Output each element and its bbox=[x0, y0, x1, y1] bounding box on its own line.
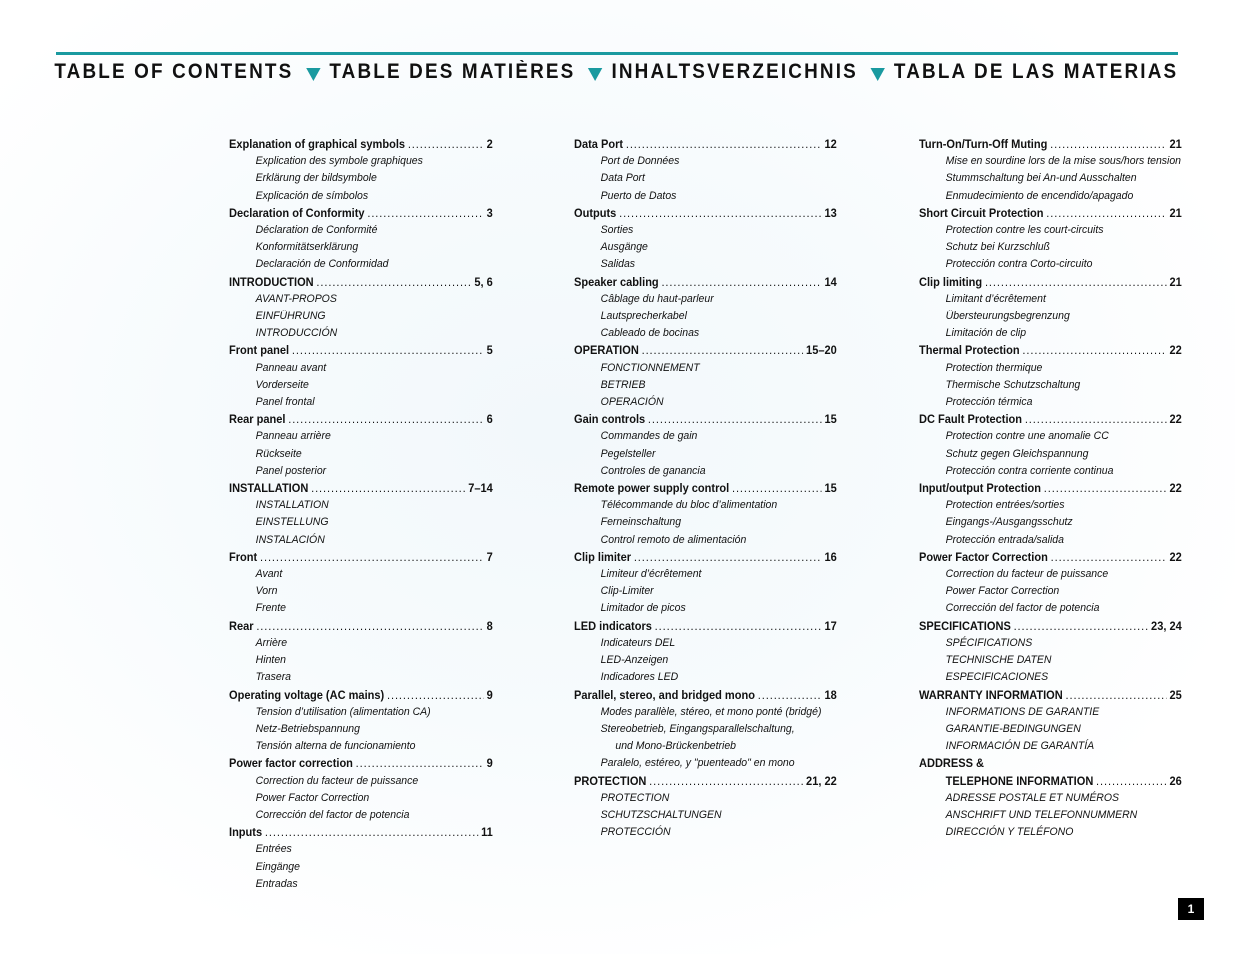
toc-entry-translation: Tensión alterna de funcionamiento bbox=[255, 740, 416, 753]
toc-entry-translation: AVANT-PROPOS bbox=[255, 292, 337, 305]
toc-entry-translation: Frente bbox=[255, 602, 286, 615]
toc-entry-title: Power Factor Correction bbox=[919, 549, 1048, 564]
toc-entry-translation: Trasera bbox=[255, 671, 292, 684]
toc-entry-translation: PROTECCIÓN bbox=[600, 826, 671, 839]
toc-entry-translation: INFORMACIÓN DE GARANTÍA bbox=[945, 740, 1095, 753]
dot-leader bbox=[256, 618, 484, 635]
toc-entry[interactable] bbox=[574, 342, 837, 359]
toc-entry-translation: Port de Données bbox=[600, 155, 680, 168]
toc-entry[interactable] bbox=[229, 342, 493, 359]
toc-entry-translation: LED-Anzeigen bbox=[600, 654, 669, 667]
toc-entry-title: Parallel, stereo, and bridged mono bbox=[574, 687, 755, 702]
dot-leader bbox=[367, 205, 484, 222]
toc-entry-translation: SCHUTZSCHALTUNGEN bbox=[600, 808, 722, 821]
toc-entry-title: Speaker cabling bbox=[574, 274, 659, 289]
toc-entry[interactable] bbox=[919, 205, 1182, 222]
toc-page-number: 26 bbox=[1169, 773, 1182, 788]
toc-entry-translation: Panneau avant bbox=[255, 361, 327, 374]
toc-entry-title: OPERATION bbox=[574, 343, 639, 358]
toc-page-number: 5, 6 bbox=[474, 274, 493, 289]
toc-entry-translation: Lautsprecherkabel bbox=[600, 310, 687, 323]
toc-entry[interactable] bbox=[229, 274, 493, 291]
triangle-bullet-icon bbox=[588, 68, 602, 81]
toc-page-number: 18 bbox=[824, 687, 837, 702]
toc-page-number: 22 bbox=[1169, 343, 1182, 358]
toc-entry[interactable] bbox=[574, 274, 837, 291]
toc-entry[interactable] bbox=[229, 136, 493, 153]
toc-entry-title: INSTALLATION bbox=[229, 481, 309, 496]
dot-leader bbox=[1051, 549, 1167, 566]
toc-entry-title: Power factor correction bbox=[229, 756, 353, 771]
dot-leader bbox=[260, 549, 484, 566]
toc-entry-translation: OPERACIÓN bbox=[600, 396, 664, 409]
page-number: 1 bbox=[1178, 898, 1204, 920]
toc-entry-translation: Indicadores LED bbox=[600, 671, 679, 684]
toc-entry-translation: DIRECCIÓN Y TELÉFONO bbox=[945, 826, 1074, 839]
toc-entry[interactable] bbox=[574, 687, 837, 704]
toc-entry-translation: Power Factor Correction bbox=[255, 791, 370, 804]
toc-entry-title: Short Circuit Protection bbox=[919, 205, 1044, 220]
toc-header bbox=[54, 58, 1235, 86]
dot-leader bbox=[311, 480, 465, 497]
toc-entry-translation: Limiteur d’écrêtement bbox=[600, 568, 702, 581]
toc-entry-translation: ANSCHRIFT UND TELEFONNUMMERN bbox=[945, 808, 1138, 821]
toc-entry[interactable] bbox=[919, 549, 1182, 566]
toc-entry[interactable] bbox=[574, 411, 837, 428]
toc-entry[interactable] bbox=[919, 687, 1182, 704]
toc-entry-translation: ESPECIFICACIONES bbox=[945, 671, 1049, 684]
toc-entry-translation: Declaración de Conformidad bbox=[255, 258, 389, 271]
toc-column-2 bbox=[574, 136, 837, 841]
toc-entry-title: Remote power supply control bbox=[574, 481, 730, 496]
toc-page-number: 15–20 bbox=[806, 343, 837, 358]
toc-entry-translation: INFORMATIONS DE GARANTIE bbox=[945, 705, 1100, 718]
toc-entry-translation: EINSTELLUNG bbox=[255, 516, 329, 529]
toc-entry-translation: Eingangs-/Ausgangsschutz bbox=[945, 516, 1073, 529]
toc-entry-translation: Clip-Limiter bbox=[600, 585, 654, 598]
toc-entry[interactable] bbox=[919, 618, 1182, 635]
toc-entry-title: Rear bbox=[229, 618, 254, 633]
toc-entry-translation: Protección térmica bbox=[945, 396, 1033, 409]
toc-entry[interactable] bbox=[229, 687, 493, 704]
toc-page-number: 2 bbox=[486, 137, 493, 151]
toc-page-number: 15 bbox=[824, 412, 837, 427]
toc-page-number: 22 bbox=[1169, 549, 1182, 564]
toc-page-number: 12 bbox=[824, 137, 837, 151]
toc-entry-translation: Déclaration de Conformité bbox=[255, 224, 378, 237]
toc-entry-translation: Limitant d’écrêtement bbox=[945, 292, 1046, 305]
dot-leader bbox=[655, 618, 822, 635]
dot-leader bbox=[1046, 205, 1166, 222]
toc-entry-translation: INTRODUCCIÓN bbox=[255, 327, 338, 340]
toc-page-number: 14 bbox=[824, 274, 837, 289]
dot-leader bbox=[387, 687, 484, 704]
toc-entry[interactable] bbox=[229, 480, 493, 497]
toc-entry-title: Clip limiter bbox=[574, 549, 632, 564]
toc-entry-translation: Protección contra corriente continua bbox=[945, 464, 1114, 477]
toc-entry-translation: Rückseite bbox=[255, 447, 302, 460]
toc-entry-translation: TECHNISCHE DATEN bbox=[945, 654, 1052, 667]
toc-page-number: 3 bbox=[486, 205, 493, 220]
triangle-bullet-icon bbox=[306, 68, 320, 81]
toc-entry-title: Input/output Protection bbox=[919, 481, 1042, 496]
toc-entry-title: Explanation of graphical symbols bbox=[229, 137, 406, 151]
toc-entry-translation: Câblage du haut-parleur bbox=[600, 292, 714, 305]
toc-entry-translation: Hinten bbox=[255, 654, 286, 667]
toc-entry-translation: Puerto de Datos bbox=[600, 189, 677, 202]
toc-entry-translation: Thermische Schutzschaltung bbox=[945, 378, 1081, 391]
toc-entry-translation: Correction du facteur de puissance bbox=[945, 568, 1109, 581]
toc-page-number: 9 bbox=[486, 687, 493, 702]
dot-leader bbox=[265, 824, 478, 841]
toc-entry-title: TELEPHONE INFORMATION bbox=[945, 773, 1094, 788]
toc-page-number: 22 bbox=[1169, 481, 1182, 496]
dot-leader bbox=[626, 136, 822, 153]
toc-entry-translation: Enmudecimiento de encendido/apagado bbox=[945, 189, 1134, 202]
dot-leader bbox=[356, 755, 484, 772]
toc-entry-translation: Ferneinschaltung bbox=[600, 516, 682, 529]
toc-entry-title: Clip limiting bbox=[919, 274, 983, 289]
toc-entry-translation: Stummschaltung bei An-und Ausschalten bbox=[945, 172, 1137, 185]
toc-page-number: 7 bbox=[486, 549, 493, 564]
dot-leader bbox=[1022, 342, 1166, 359]
toc-entry-translation: Entrées bbox=[255, 843, 292, 856]
toc-entry-translation: Übersteurungsbegrenzung bbox=[945, 310, 1070, 323]
toc-entry-translation: BETRIEB bbox=[600, 378, 646, 391]
toc-title-fr: TABLE DES MATIÈRES bbox=[329, 60, 576, 83]
toc-entry-translation: Power Factor Correction bbox=[945, 585, 1060, 598]
toc-entry-translation: INSTALACIÓN bbox=[255, 533, 325, 546]
toc-entry-translation: Panel frontal bbox=[255, 396, 315, 409]
toc-entry[interactable] bbox=[574, 136, 837, 153]
toc-entry-translation: Mise en sourdine lors de la mise sous/hors tension bbox=[945, 155, 1182, 168]
toc-entry[interactable] bbox=[229, 549, 493, 566]
toc-entry-translation: Protección entrada/salida bbox=[945, 533, 1064, 546]
toc-entry-translation: Explication des symbole graphiques bbox=[255, 155, 423, 168]
toc-page-number: 11 bbox=[481, 825, 493, 840]
dot-leader bbox=[1014, 618, 1149, 635]
toc-column-1 bbox=[229, 136, 493, 893]
dot-leader bbox=[1044, 480, 1167, 497]
dot-leader bbox=[642, 342, 804, 359]
dot-leader bbox=[661, 274, 821, 291]
toc-entry-translation: Salidas bbox=[600, 258, 636, 271]
toc-entry[interactable] bbox=[919, 773, 1182, 790]
toc-entry-translation: Modes parallèle, stéreo, et mono ponté (bridgé) bbox=[600, 705, 822, 718]
toc-entry-translation: Commandes de gain bbox=[600, 430, 698, 443]
dot-leader bbox=[619, 205, 822, 222]
toc-entry[interactable] bbox=[229, 411, 493, 428]
dot-leader bbox=[649, 773, 803, 790]
toc-title-en: TABLE OF CONTENTS bbox=[54, 60, 294, 83]
toc-entry-translation: Control remoto de alimentación bbox=[600, 533, 747, 546]
dot-leader bbox=[1096, 773, 1167, 790]
toc-entry-title: Thermal Protection bbox=[919, 343, 1020, 358]
toc-entry-translation: Vorderseite bbox=[255, 378, 309, 391]
toc-entry-translation: EINFÜHRUNG bbox=[255, 310, 326, 323]
toc-entry-title: PROTECTION bbox=[574, 773, 647, 788]
toc-entry-title: ADDRESS & bbox=[919, 756, 985, 771]
toc-entry-translation: GARANTIE-BEDINGUNGEN bbox=[945, 722, 1081, 735]
toc-page-number: 21 bbox=[1169, 137, 1182, 151]
toc-page-number: 16 bbox=[824, 549, 837, 564]
toc-page-number: 9 bbox=[486, 756, 493, 771]
toc-entry-title: Front bbox=[229, 549, 258, 564]
toc-entry-translation: Schutz bei Kurzschluß bbox=[945, 241, 1050, 254]
toc-entry-translation: Avant bbox=[255, 568, 283, 581]
toc-title-de: INHALTSVERZEICHNIS bbox=[611, 60, 858, 83]
toc-entry-translation: Netz-Betriebspannung bbox=[255, 722, 360, 735]
toc-entry-translation: FONCTIONNEMENT bbox=[600, 361, 700, 374]
toc-entry-translation: Erklärung der bildsymbole bbox=[255, 172, 377, 185]
toc-page-number: 21 bbox=[1169, 205, 1182, 220]
toc-entry-translation: Limitador de picos bbox=[600, 602, 686, 615]
toc-page-number: 23, 24 bbox=[1151, 618, 1182, 633]
toc-entry-translation: Panneau arrière bbox=[255, 430, 331, 443]
toc-entry-translation: ADRESSE POSTALE ET NUMÉROS bbox=[945, 791, 1120, 804]
toc-entry-translation: Protection contre les court-circuits bbox=[945, 224, 1104, 237]
toc-entry-translation: Explicación de símbolos bbox=[255, 189, 369, 202]
toc-entry[interactable] bbox=[229, 755, 493, 772]
top-rule bbox=[56, 52, 1178, 55]
toc-entry-translation: Paralelo, estéreo, y "puenteado" en mono bbox=[600, 757, 795, 770]
dot-leader bbox=[288, 411, 484, 428]
toc-entry-title: Gain controls bbox=[574, 412, 646, 427]
toc-page-number: 6 bbox=[486, 412, 493, 427]
dot-leader bbox=[634, 549, 822, 566]
toc-column-3 bbox=[919, 136, 1182, 841]
dot-leader bbox=[292, 342, 484, 359]
toc-entry-translation: Télécommande du bloc d’alimentation bbox=[600, 499, 778, 512]
toc-entry-translation: Tension d’utilisation (alimentation CA) bbox=[255, 705, 431, 718]
toc-entry-title: Data Port bbox=[574, 137, 624, 151]
toc-entry-title: Outputs bbox=[574, 205, 617, 220]
toc-page-number: 13 bbox=[824, 205, 837, 220]
toc-entry-translation: SPÉCIFICATIONS bbox=[945, 636, 1033, 649]
toc-page-number: 21 bbox=[1169, 274, 1182, 289]
toc-entry-translation: Konformitätserklärung bbox=[255, 241, 359, 254]
toc-entry[interactable] bbox=[229, 205, 493, 222]
dot-leader bbox=[316, 274, 471, 291]
toc-page-number: 8 bbox=[486, 618, 493, 633]
toc-entry-title: Rear panel bbox=[229, 412, 286, 427]
dot-leader bbox=[758, 687, 822, 704]
toc-entry-translation: PROTECTION bbox=[600, 791, 670, 804]
toc-entry-translation: und Mono-Brückenbetrieb bbox=[615, 740, 736, 753]
toc-entry[interactable] bbox=[919, 480, 1182, 497]
toc-entry-translation: Protection entrées/sorties bbox=[945, 499, 1065, 512]
toc-entry-translation: Eingänge bbox=[255, 860, 300, 873]
toc-entry-translation: Corrección del factor de potencia bbox=[255, 808, 410, 821]
toc-entry[interactable] bbox=[919, 342, 1182, 359]
toc-entry-translation: Panel posterior bbox=[255, 464, 327, 477]
toc-entry-translation: Correction du facteur de puissance bbox=[255, 774, 419, 787]
toc-page-number: 21, 22 bbox=[806, 773, 837, 788]
dot-leader bbox=[732, 480, 822, 497]
toc-entry-translation: Protección contra Corto-circuito bbox=[945, 258, 1093, 271]
toc-entry-translation: Controles de ganancia bbox=[600, 464, 706, 477]
toc-entry-translation: Sorties bbox=[600, 224, 634, 237]
toc-entry-translation: Stereobetrieb, Eingangsparallelschaltung, bbox=[600, 722, 795, 735]
toc-entry[interactable] bbox=[919, 411, 1182, 428]
dot-leader bbox=[985, 274, 1167, 291]
toc-entry-title: WARRANTY INFORMATION bbox=[919, 687, 1063, 702]
toc-entry-translation: Indicateurs DEL bbox=[600, 636, 676, 649]
toc-entry-translation: Ausgänge bbox=[600, 241, 648, 254]
toc-entry[interactable] bbox=[574, 480, 837, 497]
toc-entry-title: Turn-On/Turn-Off Muting bbox=[919, 137, 1048, 151]
toc-entry[interactable] bbox=[919, 274, 1182, 291]
toc-entry-translation: Entradas bbox=[255, 877, 298, 890]
toc-entry-translation: Vorn bbox=[255, 585, 278, 598]
toc-entry-translation: Pegelsteller bbox=[600, 447, 656, 460]
dot-leader bbox=[648, 411, 822, 428]
toc-title-es: TABLA DE LAS MATERIAS bbox=[893, 60, 1179, 83]
toc-entry-title: Inputs bbox=[229, 825, 263, 840]
toc-entry[interactable] bbox=[229, 824, 493, 841]
toc-entry-translation: Data Port bbox=[600, 172, 645, 185]
dot-leader bbox=[408, 136, 484, 153]
toc-entry[interactable] bbox=[574, 773, 837, 790]
toc-entry-title: Declaration of Conformity bbox=[229, 205, 365, 220]
toc-page-number: 7–14 bbox=[468, 481, 493, 496]
toc-entry-title: Operating voltage (AC mains) bbox=[229, 687, 385, 702]
toc-entry[interactable] bbox=[229, 618, 493, 635]
toc-entry-translation: Protection contre une anomalie CC bbox=[945, 430, 1109, 443]
dot-leader bbox=[1050, 136, 1167, 153]
toc-entry-title: INTRODUCTION bbox=[229, 274, 314, 289]
toc-entry-translation: Schutz gegen Gleichspannung bbox=[945, 447, 1089, 460]
toc-page-number: 17 bbox=[824, 618, 837, 633]
toc-entry-translation: Cableado de bocinas bbox=[600, 327, 700, 340]
toc-entry-translation: Protection thermique bbox=[945, 361, 1043, 374]
toc-entry-translation: INSTALLATION bbox=[255, 499, 329, 512]
toc-page-number: 25 bbox=[1169, 687, 1182, 702]
triangle-bullet-icon bbox=[871, 68, 885, 81]
toc-entry-title: Front panel bbox=[229, 343, 290, 358]
toc-entry-translation: Limitación de clip bbox=[945, 327, 1027, 340]
toc-entry-title: SPECIFICATIONS bbox=[919, 618, 1011, 633]
toc-entry[interactable] bbox=[574, 549, 837, 566]
toc-page-number: 5 bbox=[486, 343, 493, 358]
dot-leader bbox=[1025, 411, 1167, 428]
toc-entry[interactable] bbox=[574, 618, 837, 635]
toc-entry[interactable] bbox=[574, 205, 837, 222]
toc-entry-title: DC Fault Protection bbox=[919, 412, 1023, 427]
toc-entry-translation: Arrière bbox=[255, 636, 288, 649]
toc-page-number: 15 bbox=[824, 481, 837, 496]
toc-page-number: 22 bbox=[1169, 412, 1182, 427]
toc-entry[interactable] bbox=[919, 136, 1182, 153]
toc-entry-translation: Corrección del factor de potencia bbox=[945, 602, 1100, 615]
toc-entry-title: LED indicators bbox=[574, 618, 652, 633]
dot-leader bbox=[1065, 687, 1166, 704]
